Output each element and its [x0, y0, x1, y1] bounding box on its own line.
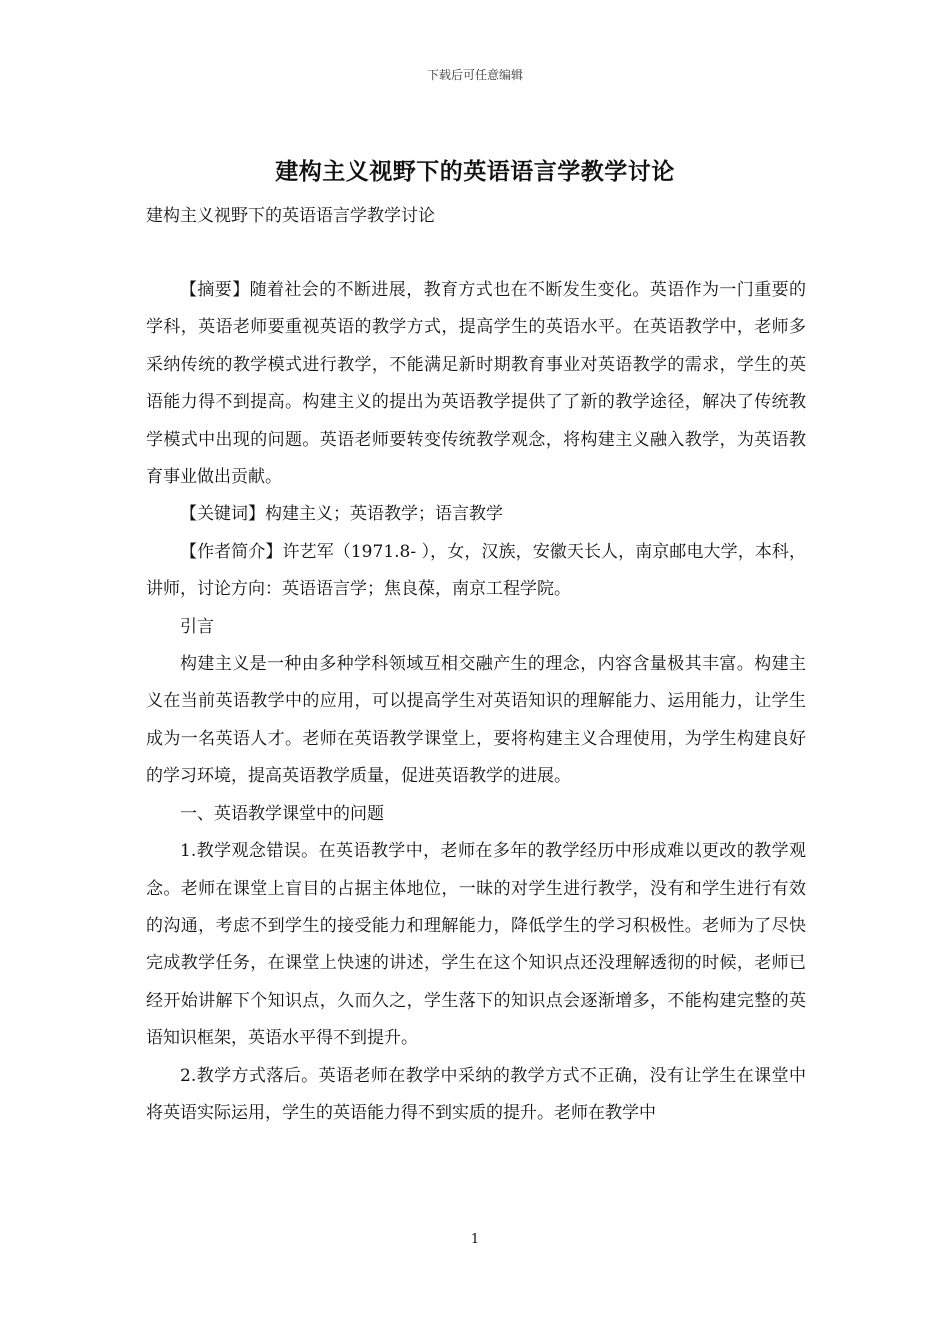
keywords-paragraph: 【关键词】构建主义；英语教学；语言教学: [180, 504, 503, 525]
abstract-paragraph: 【摘要】随着社会的不断进展，教育方式也在不断发生变化。英语作为一门重要的学科，英语老师要重视英语的教学方式，提高学生的英语水平。在英语教学中，老师多采纳传统的教学模式进行教学，不能满足新时期教育事业对英语教学的需求，学生的英语能力得不到提高。构建主义的提出为英语教学提供了了新的教学途径，解决了传统教学模式中出现的问题。英语老师要转变传统教学观念，将构建主义融入教学，为英语教育事业做出贡献。: [146, 280, 806, 488]
section-heading-problems: 一、英语教学课堂中的问题: [180, 803, 384, 824]
document-subtitle: 建构主义视野下的英语语言学教学讨论: [146, 206, 435, 226]
body-paragraph: 构建主义是一种由多种学科领域互相交融产生的理念，内容含量极其丰富。构建主义在当前英语教学中的应用，可以提高学生对英语知识的理解能力、运用能力，让学生成为一名英语人才。老师在英语教学课堂上，要将构建主义合理使用，为学生构建良好的学习环境，提高英语教学质量，促进英语教学的进展。: [146, 654, 806, 787]
author-bio-paragraph: 【作者简介】许艺军（1971.8- ），女，汉族，安徽天长人，南京邮电大学，本科，讲师，讨论方向：英语语言学；焦良葆，南京工程学院。: [146, 541, 806, 600]
body-paragraph: 2.教学方式落后。英语老师在教学中采纳的教学方式不正确，没有让学生在课堂中将英语实际运用，学生的英语能力得不到实质的提升。老师在教学中: [146, 1065, 806, 1123]
page-number: 1: [470, 1232, 480, 1247]
body-paragraph: 1.教学观念错误。在英语教学中，老师在多年的教学经历中形成难以更改的教学观念。老师在课堂上盲目的占据主体地位，一昧的对学生进行教学，没有和学生进行有效的沟通，考虑不到学生的接受能力和理解能力，降低学生的学习积极性。老师为了尽快完成教学任务，在课堂上快速的讲述，学生在这个知识点还没理解透彻的时候，老师已经开始讲解下个知识点，久而久之，学生落下的知识点会逐渐增多，不能构建完整的英语知识框架，英语水平得不到提升。: [146, 841, 806, 1049]
section-heading-introduction: 引言: [180, 616, 214, 637]
document-title: 建构主义视野下的英语语言学教学讨论: [275, 158, 675, 185]
header-note: 下载后可任意编辑: [426, 68, 523, 82]
document-body: [146, 272, 806, 1132]
